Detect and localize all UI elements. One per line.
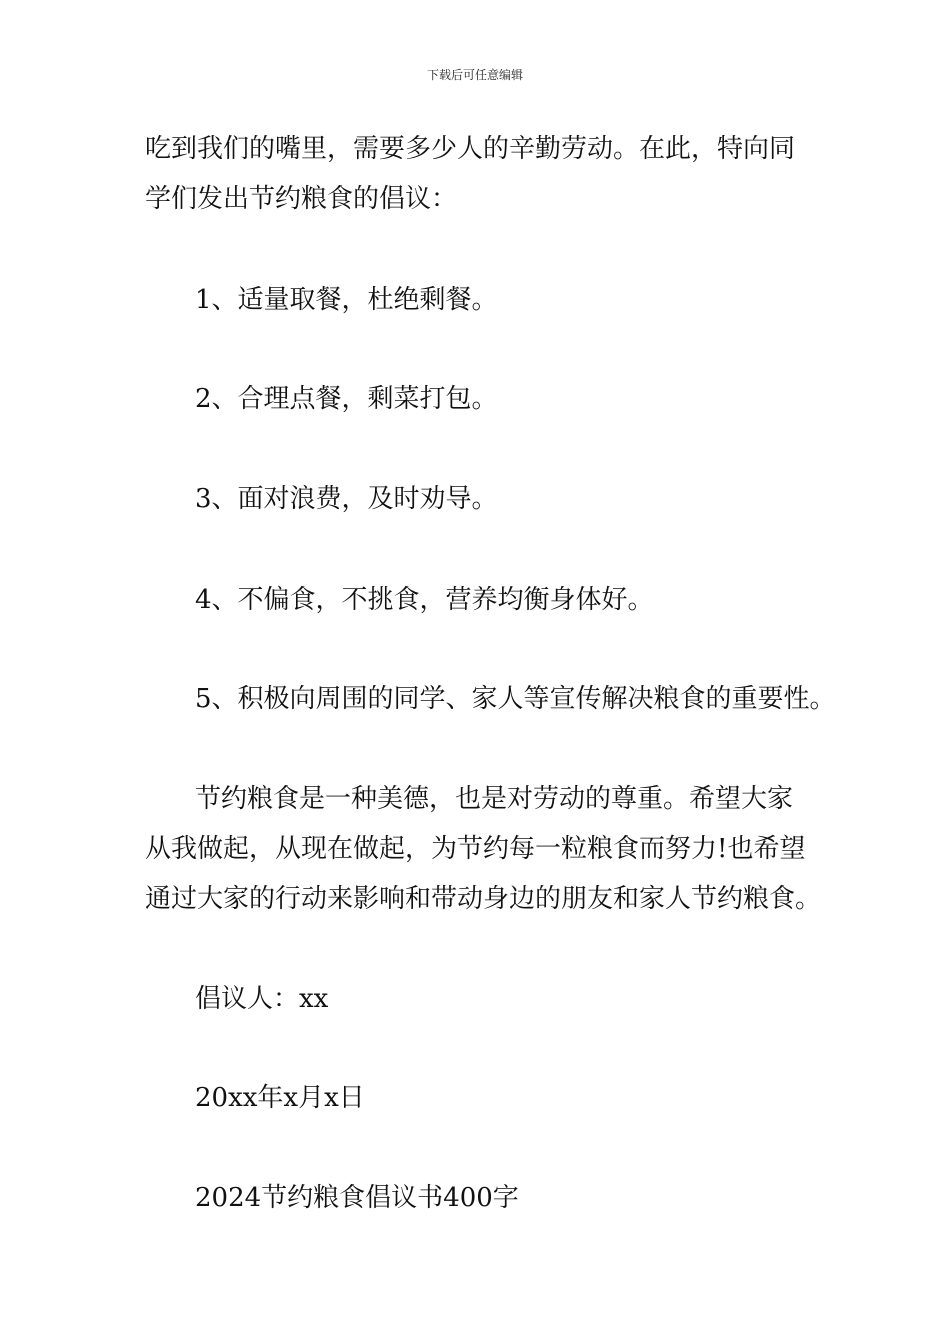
header-note: 下载后可任意编辑 xyxy=(426,68,523,82)
list-item-4: 4、不偏食，不挑食，营养均衡身体好。 xyxy=(195,585,654,615)
list-item-3: 3、面对浪费，及时劝导。 xyxy=(195,484,498,514)
list-item-5: 5、积极向周围的同学、家人等宣传解决粮食的重要性。 xyxy=(195,684,836,714)
signer-line: 倡议人：xx xyxy=(195,984,329,1014)
list-item-1: 1、适量取餐，杜绝剩餐。 xyxy=(195,285,498,315)
intro-line-1: 吃到我们的嘴里，需要多少人的辛勤劳动。在此，特向同 xyxy=(145,134,796,164)
closing-line-2: 从我做起，从现在做起，为节约每一粒粮食而努力!也希望 xyxy=(145,834,806,864)
closing-line-1: 节约粮食是一种美德，也是对劳动的尊重。希望大家 xyxy=(195,784,794,814)
closing-line-3: 通过大家的行动来影响和带动身边的朋友和家人节约粮食。 xyxy=(145,884,822,914)
next-section-title: 2024节约粮食倡议书400字 xyxy=(195,1183,519,1213)
date-line: 20xx年x月x日 xyxy=(195,1083,365,1113)
intro-line-2: 学们发出节约粮食的倡议： xyxy=(145,184,458,214)
list-item-2: 2、合理点餐，剩菜打包。 xyxy=(195,384,498,414)
